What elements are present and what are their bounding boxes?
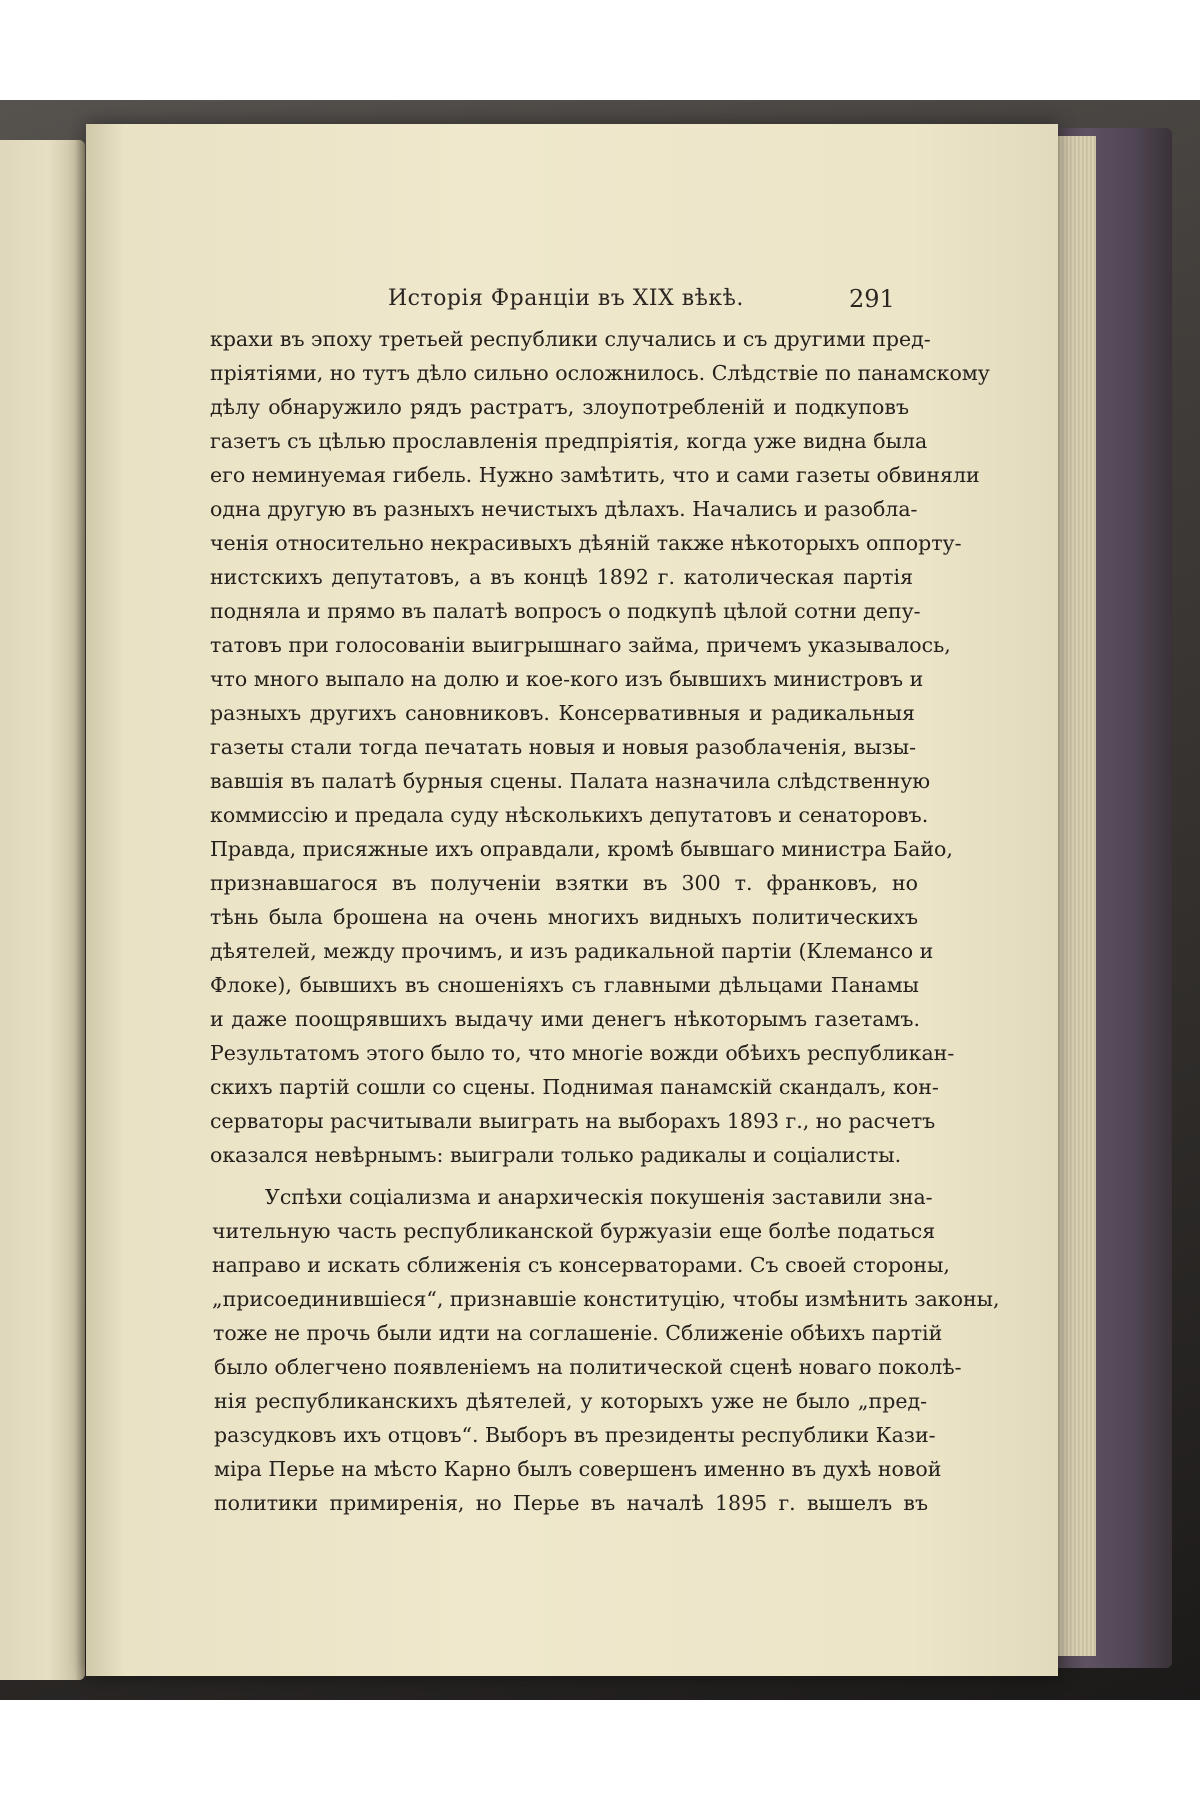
text-line: нія республиканскихъ дѣятелей, у которыхъ уже не было „пред- — [214, 1389, 927, 1413]
text-line: Флоке), бывшихъ въ сношеніяхъ съ главными дѣльцами Панамы — [210, 973, 919, 997]
text-line: дѣлу обнаружило рядъ растратъ, злоупотребленій и подкуповъ — [210, 395, 909, 419]
text-line: коммиссію и предала суду нѣсколькихъ депутатовъ и сенаторовъ. — [210, 803, 929, 827]
book-page — [86, 124, 1058, 1676]
text-line: Результатомъ этого было то, что многіе вожди обѣихъ республикан- — [210, 1041, 955, 1065]
text-line: ченія относительно некрасивыхъ дѣяній также нѣкоторыхъ оппорту- — [210, 531, 962, 555]
text-line: разныхъ другихъ сановниковъ. Консервативныя и радикальныя — [210, 701, 915, 725]
running-head-title: Исторія Франціи въ XIX вѣкѣ. — [388, 286, 744, 311]
text-line: Успѣхи соціализма и анархическія покушенія заставили зна- — [265, 1185, 933, 1209]
text-line: чительную часть республиканской буржуазіи еще болѣе податься — [212, 1219, 936, 1243]
text-line: скихъ партій сошли со сцены. Поднимая панамскій скандалъ, кон- — [210, 1075, 939, 1099]
text-line: газетъ съ цѣлью прославленія предпріятія, когда уже видна была — [210, 429, 928, 453]
left-page-edge — [0, 140, 85, 1680]
text-line: одна другую въ разныхъ нечистыхъ дѣлахъ. Начались и разобла- — [210, 497, 918, 521]
book-photo — [0, 100, 1200, 1700]
text-line: его неминуемая гибель. Нужно замѣтить, что и сами газеты обвиняли — [210, 463, 980, 487]
text-line: было облегчено появленіемъ на политической сценѣ новаго поколѣ- — [214, 1355, 962, 1379]
text-line: „присоединившіеся“, признавшіе конституцію, чтобы измѣнить законы, — [212, 1287, 1000, 1311]
text-line: пріятіями, но тутъ дѣло сильно осложнилось. Слѣдствіе по панамскому — [210, 361, 990, 385]
text-line: дѣятелей, между прочимъ, и изъ радикальной партіи (Клемансо и — [210, 939, 934, 963]
text-line: политики примиренія, но Перье въ началѣ 1895 г. вышелъ въ — [214, 1491, 928, 1515]
text-line: оказался невѣрнымъ: выиграли только радикалы и соціалисты. — [210, 1143, 902, 1167]
text-line: татовъ при голосованіи выигрышнаго займа, причемъ указывалось, — [210, 633, 951, 657]
text-line: признавшагося въ полученіи взятки въ 300 т. франковъ, но — [210, 871, 918, 895]
text-line: разсудковъ ихъ отцовъ“. Выборъ въ президенты республики Кази- — [214, 1423, 936, 1447]
text-line: нистскихъ депутатовъ, а въ концѣ 1892 г. католическая партія — [210, 565, 913, 589]
text-line: что много выпало на долю и кое-кого изъ бывшихъ министровъ и — [210, 667, 924, 691]
text-line: тѣнь была брошена на очень многихъ видныхъ политическихъ — [210, 905, 918, 929]
text-line: крахи въ эпоху третьей республики случались и съ другими пред- — [210, 327, 931, 351]
text-line: и даже поощрявшихъ выдачу ими денегъ нѣкоторымъ газетамъ. — [210, 1007, 920, 1031]
text-line: Правда, присяжные ихъ оправдали, кромѣ бывшаго министра Байо, — [210, 837, 953, 861]
text-line: міра Перье на мѣсто Карно былъ совершенъ именно въ духѣ новой — [214, 1457, 942, 1481]
body-text — [86, 124, 1058, 1676]
text-line: тоже не прочь были идти на соглашеніе. Сближеніе обѣихъ партій — [213, 1321, 943, 1345]
text-line: вавшія въ палатѣ бурныя сцены. Палата назначила слѣдственную — [210, 769, 931, 793]
text-line: подняла и прямо въ палатѣ вопросъ о подкупѣ цѣлой сотни депу- — [210, 599, 921, 623]
text-line: серваторы расчитывали выиграть на выборахъ 1893 г., но расчетъ — [210, 1109, 936, 1133]
text-line: газеты стали тогда печатать новыя и новыя разоблаченія, вызы- — [210, 735, 917, 759]
page-number: 291 — [849, 285, 895, 313]
text-line: направо и искать сближенія съ консерваторами. Съ своей стороны, — [212, 1253, 950, 1277]
